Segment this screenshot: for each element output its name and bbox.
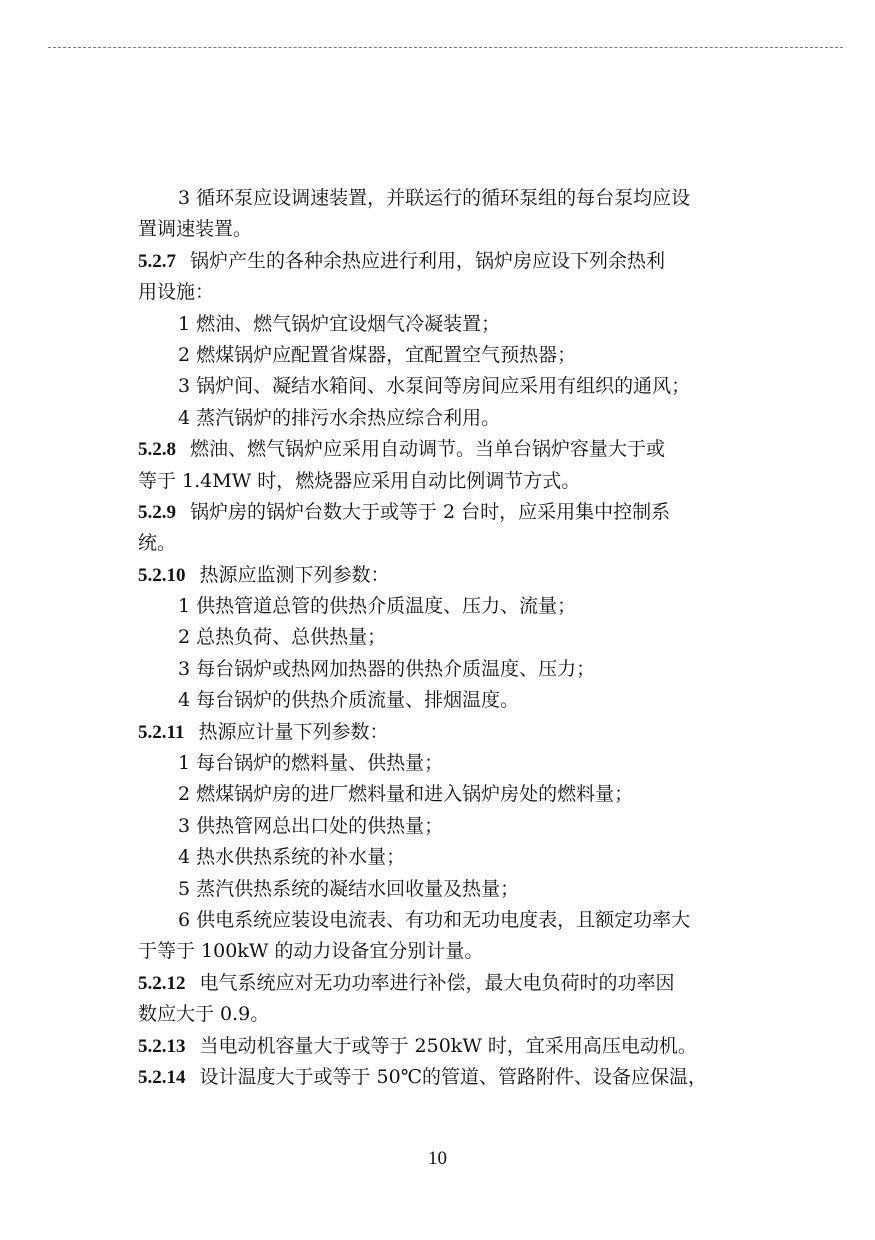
clause-5-2-10: 5.2.10 热源应监测下列参数：	[138, 560, 778, 591]
list-item: 1 燃油、燃气锅炉宜设烟气冷凝装置；	[178, 312, 501, 335]
list-item: 4 蒸汽锅炉的排污水余热应综合利用。	[178, 406, 501, 429]
list-item: 4 每台锅炉的供热介质流量、排烟温度。	[178, 689, 520, 712]
list-item: 4 热水供热系统的补水量；	[178, 846, 406, 869]
clause-number: 5.2.10	[138, 564, 186, 586]
clause-number: 5.2.11	[138, 721, 185, 743]
clause-number: 5.2.9	[138, 501, 176, 523]
clause-5-2-8: 5.2.8 燃油、燃气锅炉应采用自动调节。当单台锅炉容量大于或	[138, 434, 778, 465]
list-item: 3 每台锅炉或热网加热器的供热介质温度、压力；	[178, 657, 596, 680]
clause-5-2-9: 5.2.9 锅炉房的锅炉台数大于或等于 2 台时，应采用集中控制系	[138, 497, 778, 528]
list-item: 1 每台锅炉的燃料量、供热量；	[178, 752, 444, 775]
header-rule	[48, 47, 843, 48]
clause-5-2-7: 5.2.7 锅炉产生的各种余热应进行利用，锅炉房应设下列余热利	[138, 246, 778, 277]
clause-number: 5.2.7	[138, 250, 176, 272]
list-item: 5 蒸汽供热系统的凝结水回收量及热量；	[178, 877, 520, 900]
page-number: 10	[428, 1148, 447, 1169]
text-line: 用设施：	[138, 281, 215, 304]
clause-number: 5.2.14	[138, 1066, 186, 1088]
clause-5-2-14: 5.2.14 设计温度大于或等于 50℃的管道、管路附件、设备应保温，	[138, 1062, 778, 1093]
text-line: 数应大于 0.9。	[138, 1003, 270, 1026]
clause-5-2-11: 5.2.11 热源应计量下列参数：	[138, 717, 778, 748]
clause-number: 5.2.12	[138, 972, 186, 994]
clause-5-2-13: 5.2.13 当电动机容量大于或等于 250kW 时，宜采用高压电动机。	[138, 1031, 778, 1062]
text-line: 3 循环泵应设调速装置，并联运行的循环泵组的每台泵均应设	[178, 187, 691, 209]
list-item: 2 燃煤锅炉应配置省煤器，宜配置空气预热器；	[178, 343, 577, 366]
list-item: 3 供热管网总出口处的供热量；	[178, 814, 444, 837]
list-item: 2 总热负荷、总供热量；	[178, 626, 387, 649]
list-item: 6 供电系统应装设电流表、有功和无功电度表，且额定功率大	[178, 908, 691, 931]
text-line: 置调速装置。	[138, 218, 253, 241]
text-line: 统。	[138, 532, 177, 555]
clause-number: 5.2.13	[138, 1035, 186, 1057]
document-body	[138, 183, 778, 1093]
clause-number: 5.2.8	[138, 439, 176, 461]
list-item: 3 锅炉间、凝结水箱间、水泵间等房间应采用有组织的通风；	[178, 375, 691, 398]
clause-5-2-12: 5.2.12 电气系统应对无功功率进行补偿，最大电负荷时的功率因	[138, 968, 778, 999]
list-item: 2 燃煤锅炉房的进厂燃料量和进入锅炉房处的燃料量；	[178, 783, 634, 806]
text-line: 于等于 100kW 的动力设备宜分别计量。	[138, 940, 484, 963]
list-item: 1 供热管道总管的供热介质温度、压力、流量；	[178, 595, 577, 618]
text-line: 等于 1.4MW 时，燃烧器应采用自动比例调节方式。	[138, 469, 581, 492]
